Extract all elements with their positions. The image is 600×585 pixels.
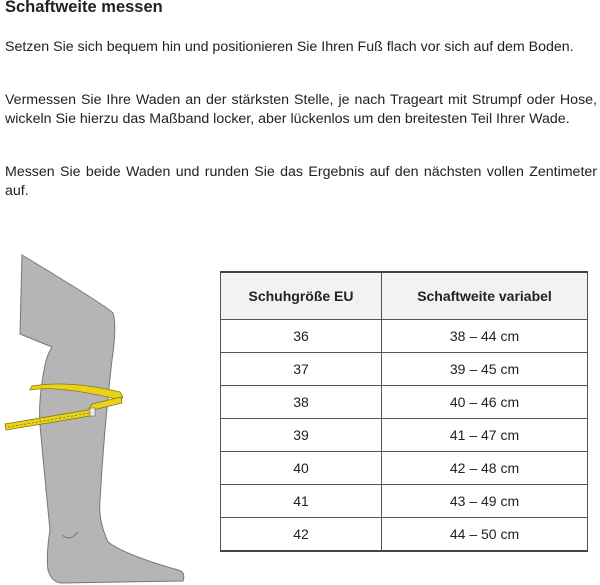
shoe-size-cell: 38 [221, 386, 382, 419]
shoe-size-cell: 41 [221, 485, 382, 518]
leg-measuring-illustration [0, 250, 200, 585]
page-title: Schaftweite messen [5, 0, 163, 16]
shoe-size-cell: 37 [221, 353, 382, 386]
shaft-width-cell: 41 – 47 cm [382, 419, 588, 452]
size-table [220, 271, 588, 552]
shoe-size-cell: 39 [221, 419, 382, 452]
table-row [221, 419, 588, 452]
shaft-width-cell: 39 – 45 cm [382, 353, 588, 386]
table-row [221, 485, 588, 518]
table-row [221, 386, 588, 419]
shaft-width-cell: 44 – 50 cm [382, 518, 588, 552]
shoe-size-cell: 40 [221, 452, 382, 485]
table-row [221, 353, 588, 386]
instruction-paragraph: Setzen Sie sich bequem hin und positionieren Sie Ihren Fuß flach vor sich auf dem Boden. [5, 39, 574, 55]
shaft-width-cell: 40 – 46 cm [382, 386, 588, 419]
instruction-paragraph: Vermessen Sie Ihre Waden an der stärksten Stelle, je nach Trageart mit Strumpf oder Hose, wickeln Sie hierzu das Maßband locker, aber lückenlos um den breitesten Teil Ihrer Wade. [5, 92, 597, 127]
instruction-paragraph: Messen Sie beide Waden und runden Sie das Ergebnis auf den nächsten vollen Zentimeter auf. [5, 164, 597, 199]
shoe-size-cell: 36 [221, 320, 382, 353]
table-row [221, 518, 588, 552]
shoe-size-cell: 42 [221, 518, 382, 552]
shaft-width-cell: 38 – 44 cm [382, 320, 588, 353]
column-header: Schaftweite variabel [382, 272, 588, 320]
column-header: Schuhgröße EU [221, 272, 382, 320]
table-row [221, 452, 588, 485]
shaft-width-cell: 43 – 49 cm [382, 485, 588, 518]
shaft-width-cell: 42 – 48 cm [382, 452, 588, 485]
table-row [221, 320, 588, 353]
